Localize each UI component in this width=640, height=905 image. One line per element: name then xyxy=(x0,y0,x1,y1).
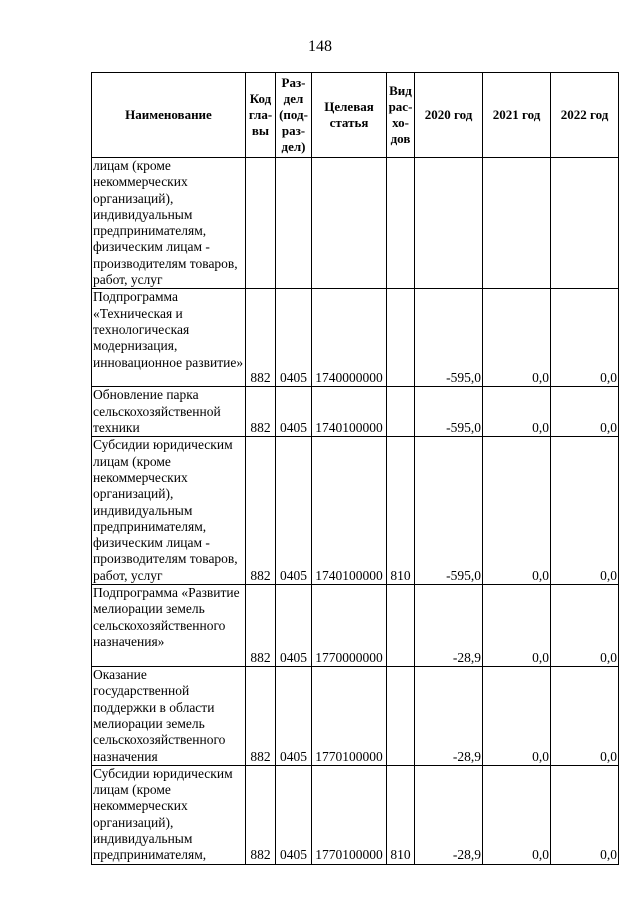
row-name: Обновление парка сельскохозяйственной техники xyxy=(92,387,246,437)
row-chapter xyxy=(246,158,276,289)
row-2020: -595,0 xyxy=(415,387,483,437)
row-2020: -28,9 xyxy=(415,667,483,766)
row-name: Подпрограмма «Техническая и технологическая модернизация, инновационное развитие» xyxy=(92,289,246,387)
header-section: Раз- дел (под- раз- дел) xyxy=(276,73,312,158)
row-2021: 0,0 xyxy=(483,437,551,585)
table-row xyxy=(92,158,619,289)
row-2022: 0,0 xyxy=(551,765,619,864)
header-chapter-code: Код гла- вы xyxy=(246,73,276,158)
row-section: 0405 xyxy=(276,437,312,585)
row-name: Субсидии юридическим лицам (кроме некоммерческих организаций), индивидуальным предпринимателям, xyxy=(92,765,246,864)
row-section: 0405 xyxy=(276,667,312,766)
row-2022: 0,0 xyxy=(551,437,619,585)
row-expense: 810 xyxy=(387,765,415,864)
header-name: Наименование xyxy=(92,73,246,158)
row-2020: -28,9 xyxy=(415,765,483,864)
row-section xyxy=(276,158,312,289)
row-name: Оказание государственной поддержки в области мелиорации земель сельскохозяйственного назначения xyxy=(92,667,246,766)
row-name: Подпрограмма «Развитие мелиорации земель сельскохозяйственного назначения» xyxy=(92,585,246,667)
row-article: 1740100000 xyxy=(312,437,387,585)
header-year-2020: 2020 год xyxy=(415,73,483,158)
row-chapter: 882 xyxy=(246,585,276,667)
row-expense xyxy=(387,387,415,437)
row-chapter: 882 xyxy=(246,387,276,437)
row-2020: -595,0 xyxy=(415,289,483,387)
row-name: Субсидии юридическим лицам (кроме некоммерческих организаций), индивидуальным предпринимателям, физическим лицам - производителям товаров, работ, услуг xyxy=(92,437,246,585)
row-article: 1770000000 xyxy=(312,585,387,667)
row-2021 xyxy=(483,158,551,289)
row-2020 xyxy=(415,158,483,289)
row-article: 1740100000 xyxy=(312,387,387,437)
row-expense xyxy=(387,289,415,387)
row-article xyxy=(312,158,387,289)
page-number: 148 xyxy=(308,38,332,55)
row-2021: 0,0 xyxy=(483,387,551,437)
table-row xyxy=(92,437,619,585)
header-row xyxy=(92,73,619,158)
row-article: 1740000000 xyxy=(312,289,387,387)
row-2021: 0,0 xyxy=(483,765,551,864)
header-target-article: Целевая статья xyxy=(312,73,387,158)
row-expense xyxy=(387,158,415,289)
budget-table xyxy=(91,72,619,865)
row-chapter: 882 xyxy=(246,289,276,387)
row-chapter: 882 xyxy=(246,765,276,864)
row-section: 0405 xyxy=(276,585,312,667)
row-2022 xyxy=(551,158,619,289)
row-name: лицам (кроме некоммерческих организаций), индивидуальным предпринимателям, физическим лицам - производителям товаров, работ, услуг xyxy=(92,158,246,289)
row-2022: 0,0 xyxy=(551,387,619,437)
row-2021: 0,0 xyxy=(483,585,551,667)
row-2022: 0,0 xyxy=(551,585,619,667)
header-year-2021: 2021 год xyxy=(483,73,551,158)
table-row xyxy=(92,585,619,667)
row-2020: -595,0 xyxy=(415,437,483,585)
row-2022: 0,0 xyxy=(551,667,619,766)
row-section: 0405 xyxy=(276,289,312,387)
row-2021: 0,0 xyxy=(483,667,551,766)
row-2020: -28,9 xyxy=(415,585,483,667)
row-article: 1770100000 xyxy=(312,667,387,766)
row-expense: 810 xyxy=(387,437,415,585)
table-row xyxy=(92,387,619,437)
row-2022: 0,0 xyxy=(551,289,619,387)
header-year-2022: 2022 год xyxy=(551,73,619,158)
row-expense xyxy=(387,667,415,766)
row-expense xyxy=(387,585,415,667)
table-row xyxy=(92,289,619,387)
table-row xyxy=(92,765,619,864)
row-section: 0405 xyxy=(276,387,312,437)
row-article: 1770100000 xyxy=(312,765,387,864)
row-chapter: 882 xyxy=(246,437,276,585)
row-chapter: 882 xyxy=(246,667,276,766)
header-expense-type: Вид рас- хо- дов xyxy=(387,73,415,158)
table-row xyxy=(92,667,619,766)
row-section: 0405 xyxy=(276,765,312,864)
row-2021: 0,0 xyxy=(483,289,551,387)
